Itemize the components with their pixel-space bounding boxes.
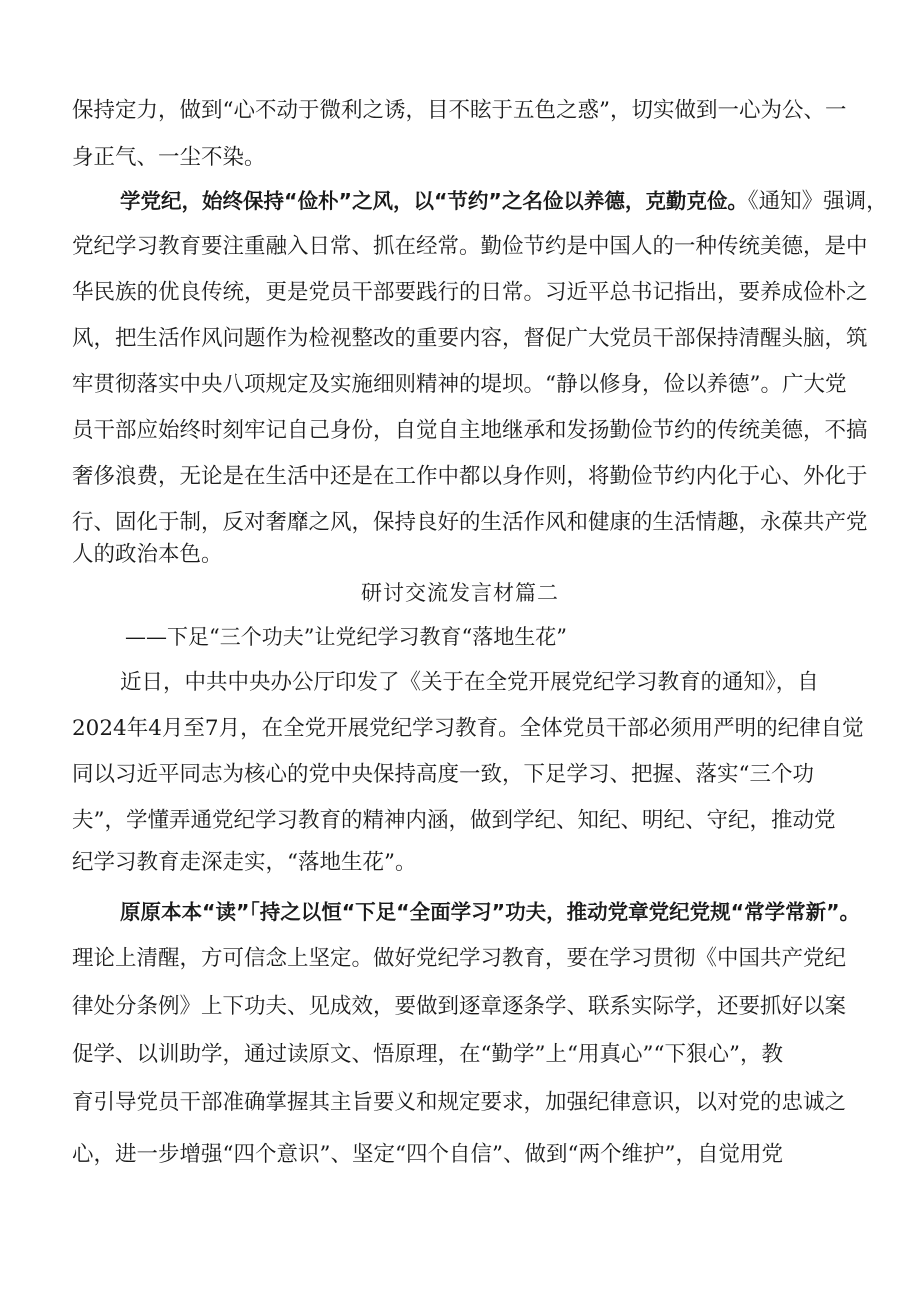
paragraph-line: 风，把生活作风问题作为检视整改的重要内容，督促广大党员干部保持清醒头脑，筑 — [72, 326, 868, 351]
paragraph-line: 夫”，学懂弄通党纪学习教育的精神内涵，做到学纪、知纪、明纪、守纪，推动党 — [72, 808, 836, 833]
paragraph-line: 律处分条例》上下功夫、见成效，要做到逐章逐条学、联系实际学，还要抓好以案 — [72, 994, 847, 1019]
paragraph-line-bold-lead — [120, 186, 888, 217]
paragraph-line: 育引导党员干部准确掌握其主旨要义和规定要求，加强纪律意识，以对党的忠诚之 — [72, 1090, 847, 1115]
paragraph-text: 《通知》强调， — [747, 189, 888, 214]
paragraph-line: 2024年4月至7月，在全党开展党纪学习教育。全体党员干部必须用严明的纪律自觉 — [72, 716, 864, 741]
paragraph-line: 行、固化于制，反对奢靡之风，保持良好的生活作风和健康的生活情趣，永葆共产党 — [72, 510, 868, 535]
paragraph-line-bold: 原原本本“读”「持之以恒“下足“全面学习”功夫，推动党章党纪党规“常学常新”。 — [120, 900, 861, 924]
paragraph-line: 保持定力，做到“心不动于微利之诱，目不眩于五色之惑”，切实做到一心为公、一 — [72, 98, 847, 123]
paragraph-line: 华民族的优良传统，更是党员干部要践行的日常。习近平总书记指出，要养成俭朴之 — [72, 280, 868, 305]
paragraph-line: 党纪学习教育要注重融入日常、抓在经常。勤俭节约是中国人的一种传统美德，是中 — [72, 234, 868, 259]
paragraph-line: 奢侈浪费，无论是在生活中还是在工作中都以身作则，将勤俭节约内化于心、外化于 — [72, 464, 868, 489]
paragraph-line: 近日，中共中央办公厅印发了《关于在全党开展党纪学习教育的通知》，自 — [120, 670, 819, 695]
section-subheading: ——下足“三个功夫”让党纪学习教育“落地生花” — [125, 625, 567, 649]
paragraph-line: 牢贯彻落实中央八项规定及实施细则精神的堤坝。“静以修身，俭以养德”。广大党 — [72, 372, 847, 397]
paragraph-line: 同以习近平同志为核心的党中央保持高度一致，下足学习、把握、落实“三个功 — [72, 762, 814, 787]
paragraph-line: 员干部应始终时刻牢记自己身份，自觉自主地继承和发扬勤俭节约的传统美德，不搞 — [72, 418, 868, 443]
paragraph-line: 理论上清醒，方可信念上坚定。做好党纪学习教育，要在学习贯彻《中国共产党纪 — [72, 946, 847, 971]
paragraph-line: 心，进一步增强“四个意识”、坚定“四个自信”、做到“两个维护”，自觉用党 — [72, 1142, 783, 1167]
paragraph-line: 促学、以训助学，通过读原文、悟原理，在“勤学”上“用真心”“下狠心”，教 — [72, 1042, 783, 1067]
paragraph-line: 人的政治本色。 — [72, 542, 223, 567]
paragraph-line: 纪学习教育走深走实，“落地生花”。 — [72, 850, 417, 875]
paragraph-line: 身正气、一尘不染。 — [72, 145, 266, 170]
section-heading: 研讨交流发言材篇二 — [361, 581, 559, 605]
bold-lead-text: 学党纪，始终保持“俭朴”之风，以“节约”之名俭以养德，克勤克俭。 — [120, 189, 748, 213]
